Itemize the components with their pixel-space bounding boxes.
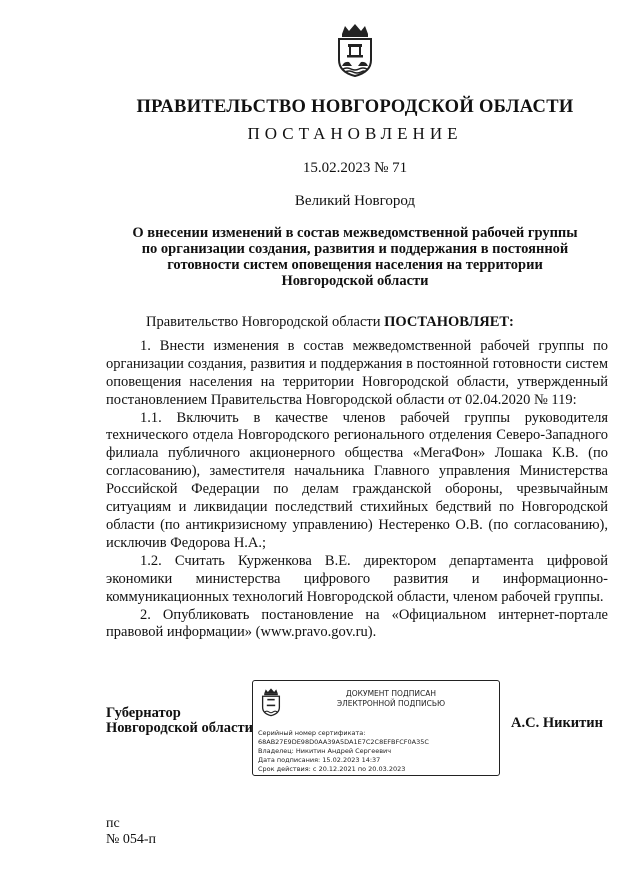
document-footer — [106, 816, 156, 848]
paragraph-1: 1. Внести изменения в состав межведомственной рабочей группы по организации создания, развития и поддержания в постоянной готовности систем оповещения населения на территории Новгородской области, утвержденный постановлением Правительства Новгородской области от 02.04.2020 № 119: — [106, 337, 608, 408]
stamp-heading-line1: ДОКУМЕНТ ПОДПИСАН — [345, 689, 437, 698]
electronic-signature-stamp — [252, 680, 500, 776]
signatory-position-line1: Губернатор — [106, 705, 181, 721]
stamp-fields — [258, 729, 494, 774]
organization-title: ПРАВИТЕЛЬСТВО НОВГОРОДСКОЙ ОБЛАСТИ — [136, 97, 574, 117]
document-type: ПОСТАНОВЛЕНИЕ — [247, 124, 463, 143]
stamp-owner: Владелец: Никитин Андрей Сергеевич — [258, 747, 392, 755]
signatory-position-line2: Новгородской области — [106, 720, 253, 736]
stamp-serial-label: Серийный номер сертификата: — [258, 729, 366, 737]
paragraph-1-1: 1.1. Включить в качестве членов рабочей группы руководителя технического отдела Новгородского регионального отделения Северо-Западного филиала публичного акционерного общества «МегаФон» Лошака К.В. (по согласованию), заместителя начальника Главного управления Министерства Российской Федерации по делам гражданской обороны, чрезвычайным ситуациям и ликвидации последствий стихийных бедствий по Новгородской области (по антикризисному управлению) Нестеренко О.В. (по согласованию), исключив Федорова Н.А.; — [106, 409, 608, 551]
intro-paragraph — [106, 314, 608, 332]
paragraph-1-2: 1.2. Считать Курженкова В.Е. директором департамента цифровой экономики министерства цифрового развития и информационно-коммуникационных технологий Новгородской области, членом рабочей группы. — [106, 552, 608, 605]
stamp-heading — [291, 689, 491, 709]
intro-decision-word: ПОСТАНОВЛЯЕТ: — [384, 314, 514, 330]
footer-line2: № 054-п — [106, 832, 157, 847]
coat-of-arms-icon — [334, 22, 376, 78]
intro-prefix: Правительство Новгородской области — [146, 314, 385, 330]
paragraph-2: 2. Опубликовать постановление на «Официальном интернет-портале правовой информации» (www.pravo.gov.ru). — [106, 606, 608, 641]
document-city: Великий Новгород — [294, 193, 416, 209]
stamp-serial-value: 68AB27E9DE98D0AA39A5DA1E7C2C8EFBFCF0A35C — [258, 738, 429, 746]
document-body — [106, 314, 608, 642]
stamp-coat-of-arms-icon — [260, 687, 282, 717]
signatory-position — [106, 706, 253, 736]
document-subject: О внесении изменений в состав межведомственной рабочей группы по организации создания, развития и поддержания в постоянной готовности систем оповещения населения на территории Новгородской области — [132, 225, 578, 289]
stamp-validity: Срок действия: с 20.12.2021 по 20.03.2023 — [258, 765, 406, 773]
footer-line1: пс — [106, 816, 120, 831]
stamp-signed-date: Дата подписания: 15.02.2023 14:37 — [258, 756, 381, 764]
stamp-heading-line2: ЭЛЕКТРОННОЙ ПОДПИСЬЮ — [336, 699, 446, 708]
document-date-number: 15.02.2023 № 71 — [302, 160, 408, 176]
signatory-name: А.С. Никитин — [511, 715, 603, 731]
